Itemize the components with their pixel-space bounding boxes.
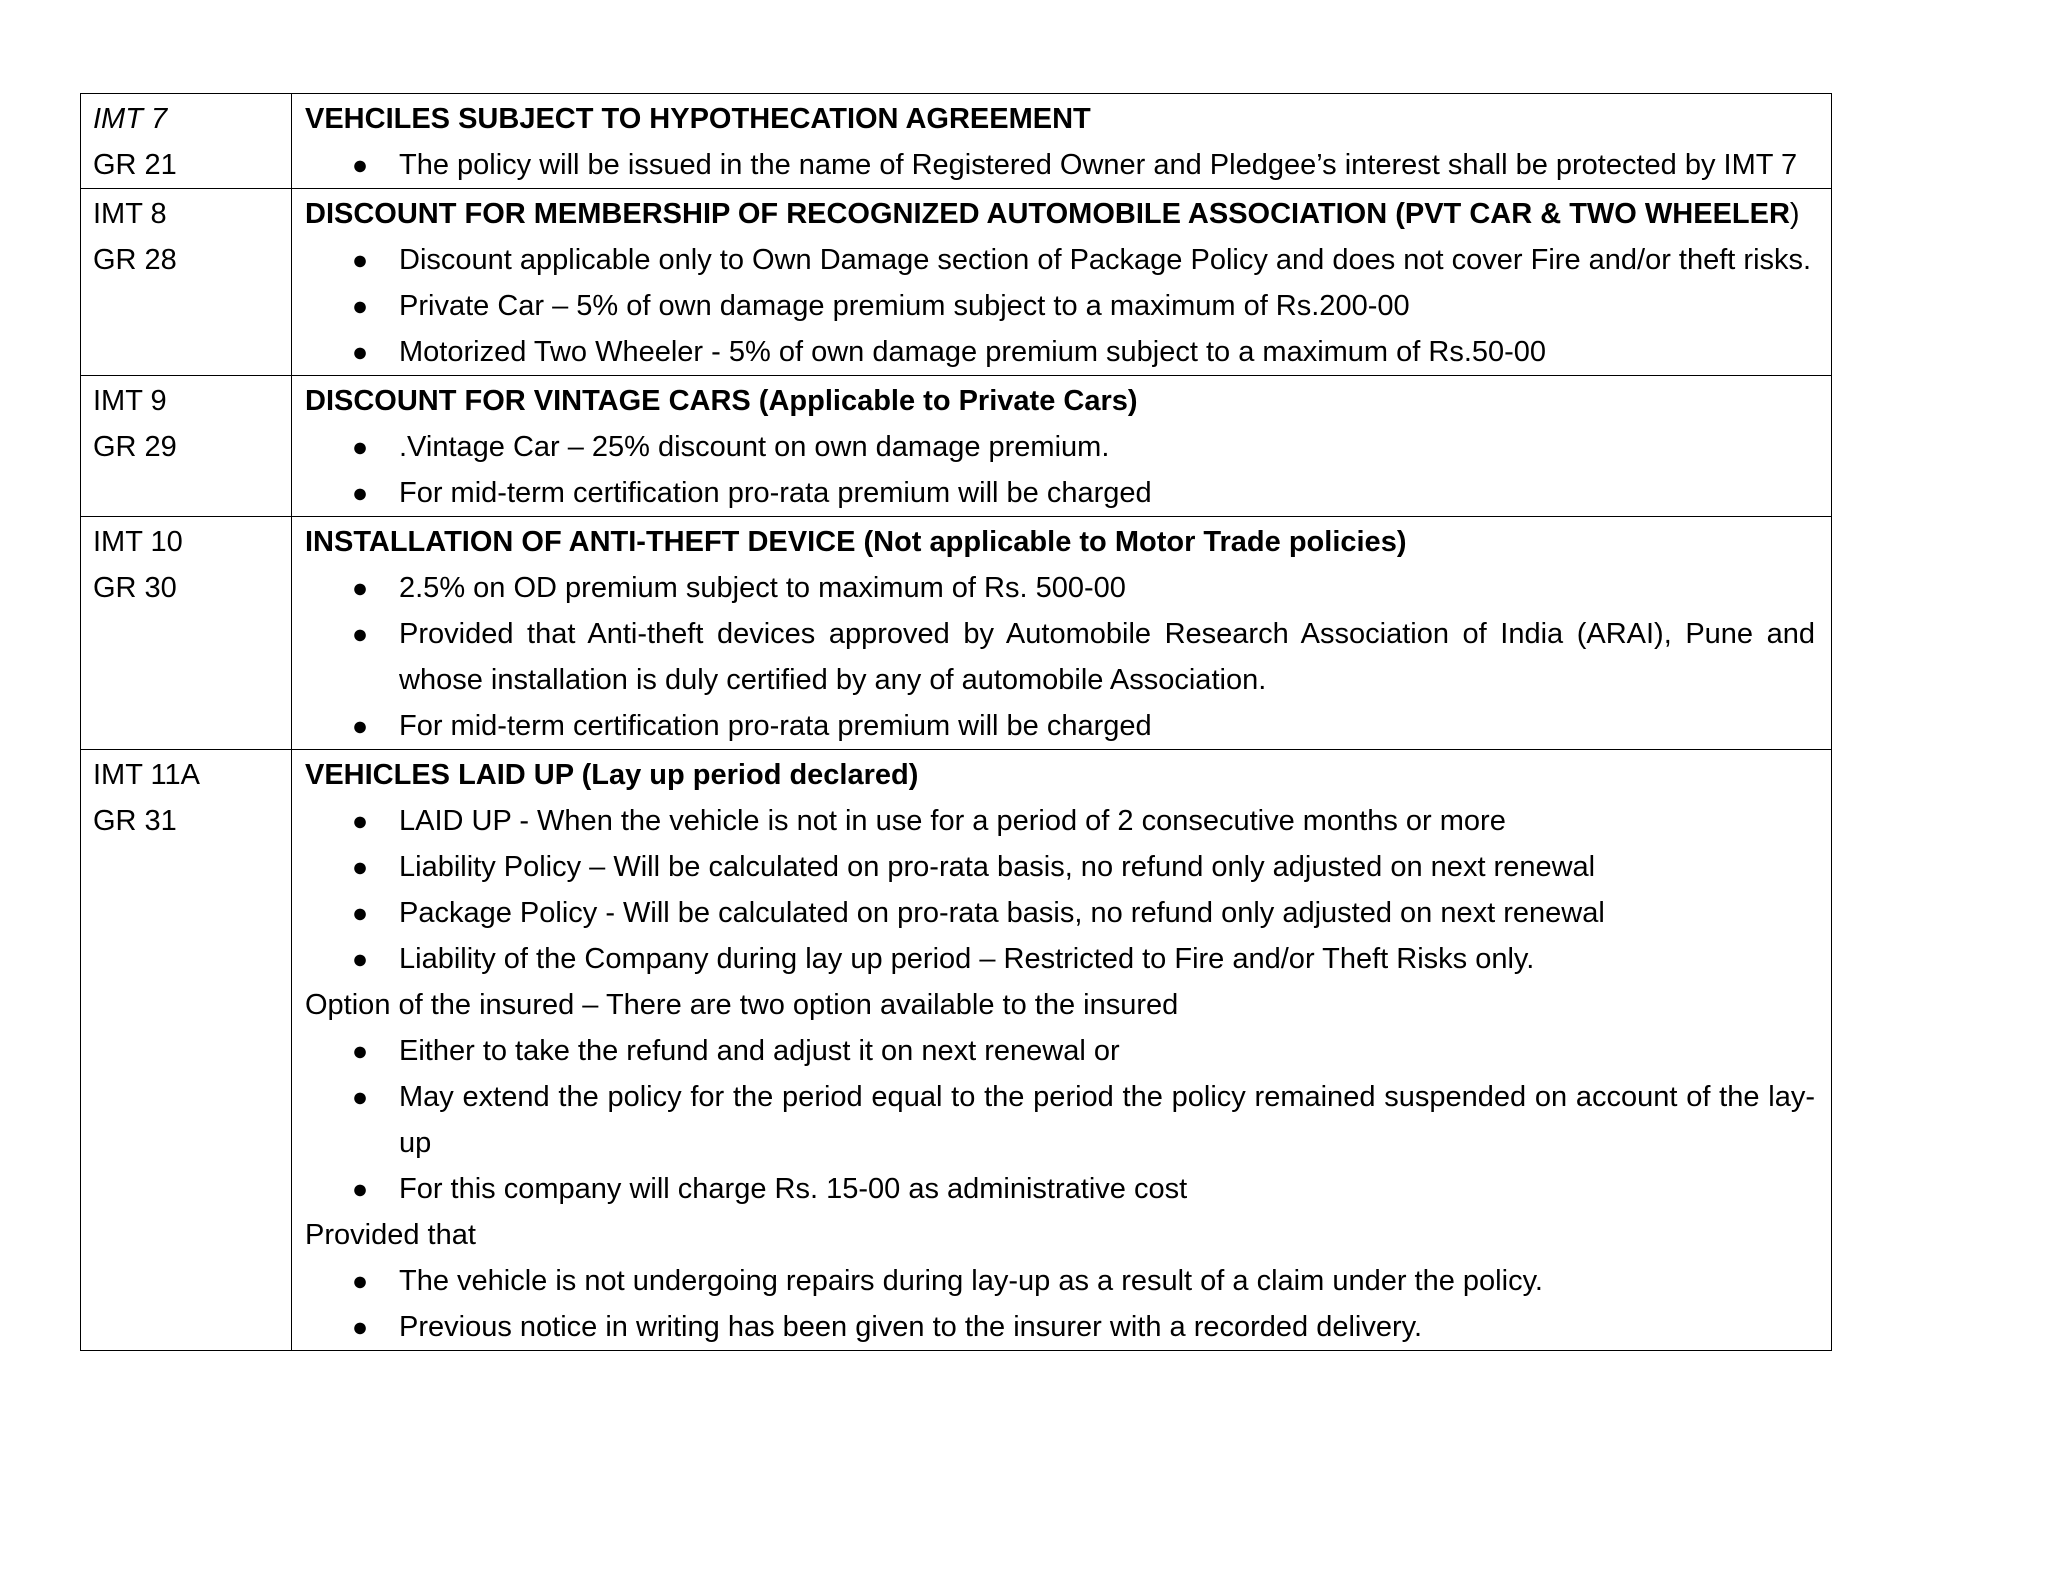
code-cell: [81, 376, 292, 517]
bullet-icon: ●: [351, 478, 369, 508]
bullet-list: [305, 1258, 1815, 1350]
bullet-icon: ●: [351, 573, 369, 603]
list-item: ● Private Car – 5% of own damage premium subject to a maximum of Rs.200-00: [399, 283, 1815, 329]
bullet-icon: ●: [351, 1266, 369, 1296]
list-item: ● The policy will be issued in the name of Registered Owner and Pledgee’s interest shall be protected by IMT 7: [399, 142, 1815, 188]
bullet-icon: ●: [351, 150, 369, 180]
bullet-list: [305, 237, 1815, 375]
bullet-icon: ●: [351, 944, 369, 974]
list-item: ● .Vintage Car – 25% discount on own damage premium.: [399, 424, 1815, 470]
paragraph-text: Provided that: [305, 1219, 476, 1251]
imt-code: IMT 7: [93, 103, 168, 135]
list-item: ● Motorized Two Wheeler - 5% of own damage premium subject to a maximum of Rs.50-00: [399, 329, 1815, 375]
list-item: ● Liability Policy – Will be calculated on pro-rata basis, no refund only adjusted on next renewal: [399, 844, 1815, 890]
bullet-icon: ●: [351, 711, 369, 741]
imt-code: IMT 9: [93, 385, 167, 417]
bullet-icon: ●: [351, 291, 369, 321]
section-heading: VEHICLES LAID UP (Lay up period declared): [305, 759, 919, 791]
list-item: ● 2.5% on OD premium subject to maximum of Rs. 500-00: [399, 565, 1815, 611]
table-row: [81, 189, 1832, 376]
bullet-icon: ●: [351, 432, 369, 462]
description-cell: [292, 750, 1832, 1351]
code-cell: [81, 750, 292, 1351]
list-item: ● Previous notice in writing has been given to the insurer with a recorded delivery.: [399, 1304, 1815, 1350]
bullet-list: [305, 798, 1815, 982]
list-item: ● Provided that Anti-theft devices approved by Automobile Research Association of India (ARAI), Pune and whose installation is duly certified by any of automobile Association.: [399, 611, 1815, 703]
paragraph-text: Option of the insured – There are two option available to the insured: [305, 989, 1179, 1021]
list-item: ● Either to take the refund and adjust it on next renewal or: [399, 1028, 1815, 1074]
bullet-icon: ●: [351, 1174, 369, 1204]
section-heading: VEHCILES SUBJECT TO HYPOTHECATION AGREEMENT: [305, 103, 1091, 135]
section-heading: DISCOUNT FOR MEMBERSHIP OF RECOGNIZED AUTOMOBILE ASSOCIATION (PVT CAR & TWO WHEELER): [305, 198, 1800, 230]
list-item: ● May extend the policy for the period equal to the period the policy remained suspended on account of the lay-up: [399, 1074, 1815, 1166]
section-heading: DISCOUNT FOR VINTAGE CARS (Applicable to Private Cars): [305, 385, 1138, 417]
list-item: ● The vehicle is not undergoing repairs during lay-up as a result of a claim under the policy.: [399, 1258, 1815, 1304]
section-heading: INSTALLATION OF ANTI-THEFT DEVICE (Not applicable to Motor Trade policies): [305, 526, 1407, 558]
bullet-list: [305, 565, 1815, 749]
bullet-icon: ●: [351, 619, 369, 649]
description-cell: [292, 189, 1832, 376]
code-cell: [81, 189, 292, 376]
bullet-icon: ●: [351, 245, 369, 275]
bullet-list: [305, 142, 1815, 188]
imt-code: IMT 10: [93, 526, 183, 558]
code-cell: [81, 517, 292, 750]
table-row: [81, 94, 1832, 189]
gr-code: GR 29: [93, 431, 177, 463]
gr-code: GR 31: [93, 805, 177, 837]
bullet-icon: ●: [351, 1312, 369, 1342]
bullet-icon: ●: [351, 852, 369, 882]
description-cell: [292, 517, 1832, 750]
bullet-list: [305, 424, 1815, 516]
list-item: ● LAID UP - When the vehicle is not in use for a period of 2 consecutive months or more: [399, 798, 1815, 844]
bullet-icon: ●: [351, 898, 369, 928]
bullet-icon: ●: [351, 806, 369, 836]
gr-code: GR 30: [93, 572, 177, 604]
bullet-icon: ●: [351, 1082, 369, 1112]
list-item: ● Package Policy - Will be calculated on pro-rata basis, no refund only adjusted on next renewal: [399, 890, 1815, 936]
table-row: [81, 750, 1832, 1351]
description-cell: [292, 94, 1832, 189]
table-row: [81, 376, 1832, 517]
description-cell: [292, 376, 1832, 517]
bullet-icon: ●: [351, 337, 369, 367]
bullet-list: [305, 1028, 1815, 1212]
imt-code: IMT 11A: [93, 759, 200, 791]
list-item: ● Discount applicable only to Own Damage section of Package Policy and does not cover Fire and/or theft risks.: [399, 237, 1815, 283]
list-item: ● Liability of the Company during lay up period – Restricted to Fire and/or Theft Risks only.: [399, 936, 1815, 982]
bullet-icon: ●: [351, 1036, 369, 1066]
list-item: ● For this company will charge Rs. 15-00 as administrative cost: [399, 1166, 1815, 1212]
list-item: ● For mid-term certification pro-rata premium will be charged: [399, 703, 1815, 749]
motor-tariff-table: [80, 93, 1832, 1351]
table-row: [81, 517, 1832, 750]
list-item: ● For mid-term certification pro-rata premium will be charged: [399, 470, 1815, 516]
gr-code: GR 21: [93, 149, 177, 181]
gr-code: GR 28: [93, 244, 177, 276]
imt-code: IMT 8: [93, 198, 167, 230]
code-cell: [81, 94, 292, 189]
